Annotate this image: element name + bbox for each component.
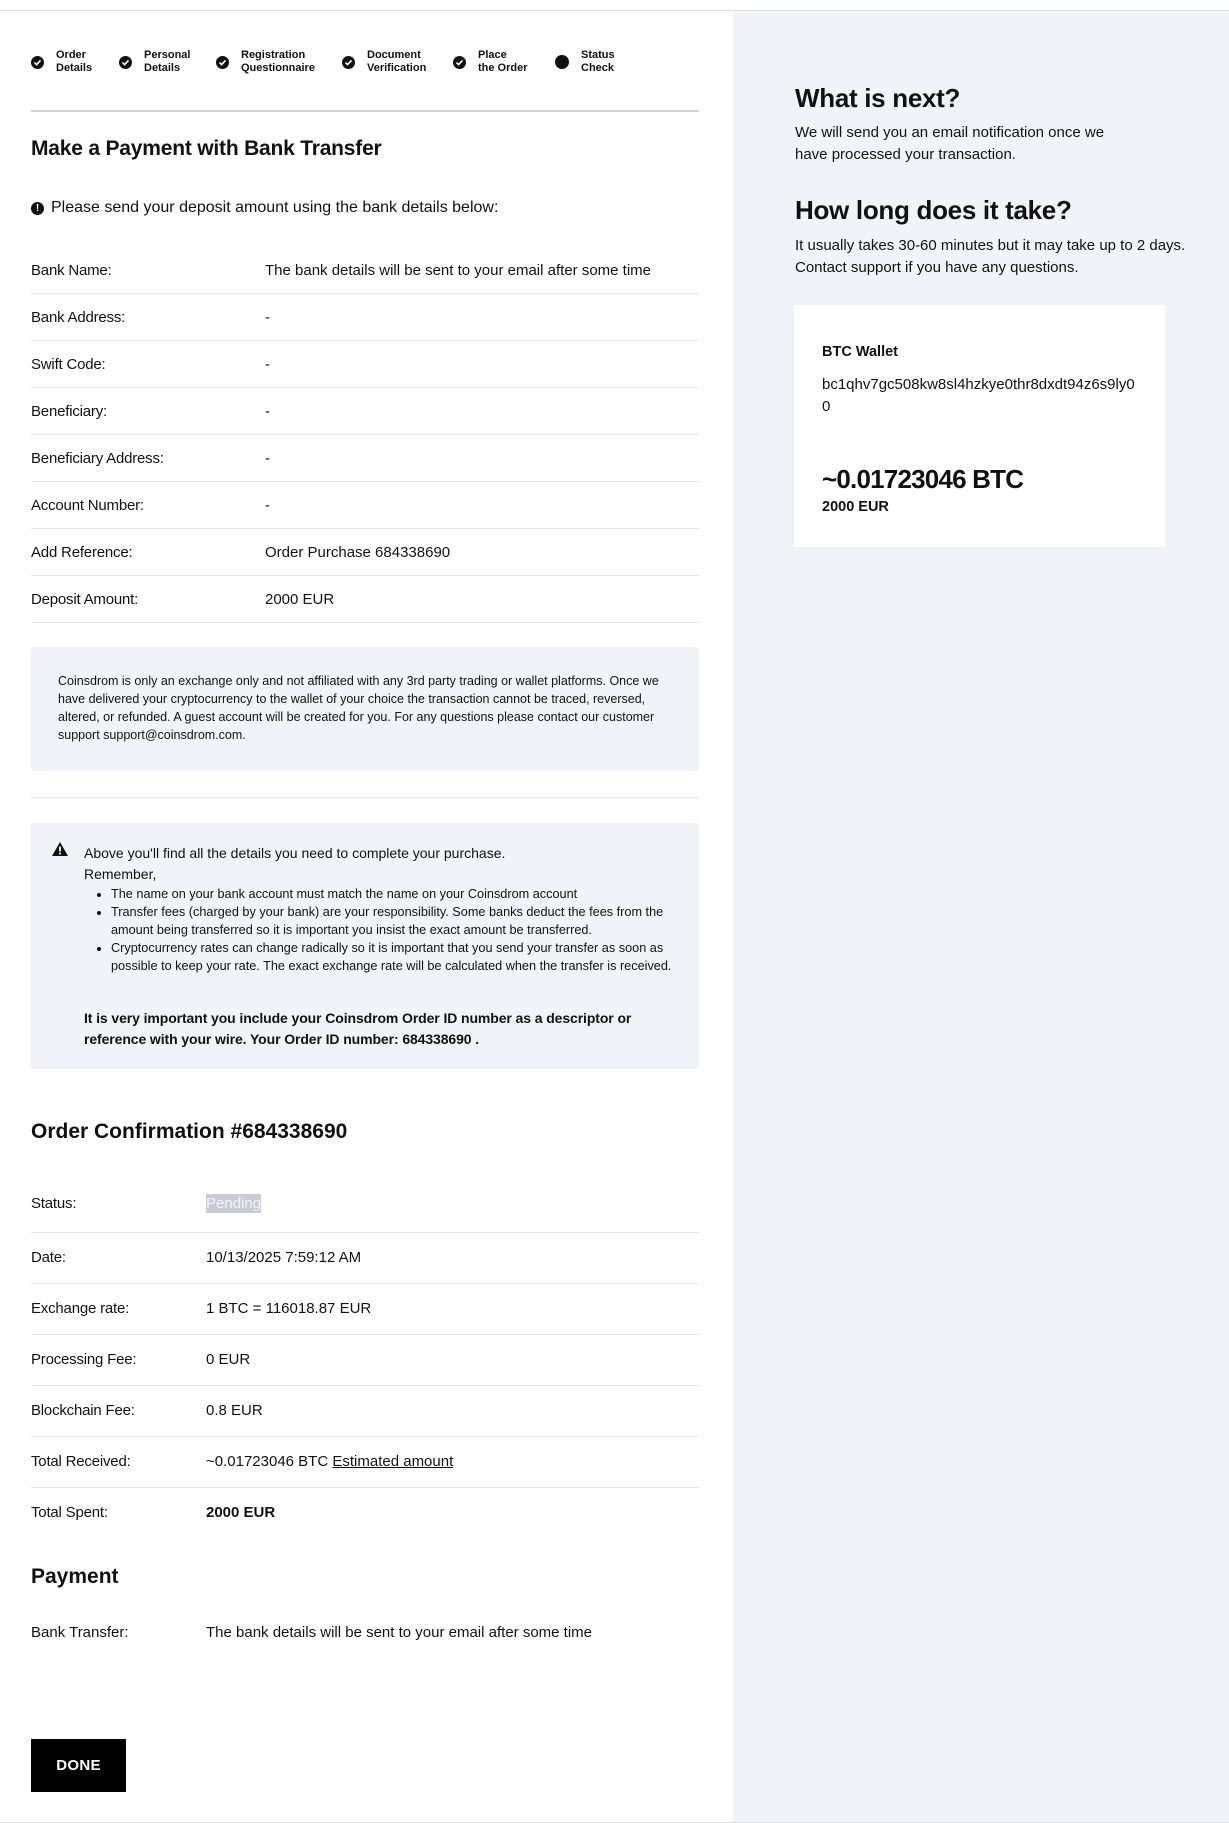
step-label: Document Verification — [367, 49, 427, 74]
list-item: • Cryptocurrency rates can change radically so it is important that you send your transfer as soon as possible to keep your rate. The exact exchange rate will be calculated when the transfer is received. — [111, 939, 681, 975]
step-label: Place the Order — [478, 49, 528, 74]
order-confirmation-title: Order Confirmation #684338690 — [31, 1120, 348, 1143]
step-label: Personal Details — [144, 49, 191, 74]
check-icon — [119, 56, 132, 69]
bank-detail-row — [31, 388, 699, 435]
what-next-text: We will send you an email notification once we have processed your transaction. — [795, 124, 1105, 163]
disclaimer-box — [31, 647, 699, 771]
done-button[interactable]: DONE — [31, 1739, 126, 1792]
detail-value: - — [265, 497, 270, 514]
detail-label: Blockchain Fee: — [31, 1402, 135, 1419]
detail-value: - — [265, 403, 270, 420]
payment-heading: Payment — [31, 1565, 119, 1588]
how-long-title: How long does it take? — [795, 195, 1072, 225]
section-divider — [31, 797, 699, 798]
detail-label: Total Spent: — [31, 1504, 108, 1521]
detail-value: 10/13/2025 7:59:12 AM — [206, 1249, 362, 1266]
order-row-total-spent — [31, 1488, 699, 1538]
detail-label: Bank Transfer: — [31, 1624, 129, 1641]
step-document-verification[interactable] — [342, 49, 426, 75]
detail-label: Account Number: — [31, 497, 144, 514]
check-icon — [453, 56, 466, 69]
detail-label: Exchange rate: — [31, 1300, 130, 1317]
step-status-check[interactable] — [555, 49, 615, 75]
info-icon: ! — [31, 202, 44, 215]
payment-row — [31, 1624, 593, 1641]
warning-intro: Above you'll find all the details you need to complete your purchase. — [84, 845, 506, 861]
warning-box — [31, 823, 699, 1069]
wallet-label: BTC Wallet — [822, 344, 898, 360]
detail-value: - — [265, 450, 270, 467]
detail-label: Deposit Amount: — [31, 591, 139, 608]
estimated-amount-link[interactable]: Estimated amount — [332, 1453, 454, 1470]
detail-value: - — [265, 356, 270, 373]
bank-notice-text: Please send your deposit amount using the bank details below: — [51, 199, 499, 216]
eur-amount: 2000 EUR — [822, 499, 889, 515]
detail-label: Total Received: — [31, 1453, 131, 1470]
order-details-table — [31, 1160, 699, 1538]
bank-detail-row — [31, 341, 699, 388]
detail-label: Processing Fee: — [31, 1351, 137, 1368]
payment-title: Make a Payment with Bank Transfer — [31, 137, 382, 160]
order-row-exchange-rate — [31, 1284, 699, 1335]
order-id-importance: It is very important you include your Coinsdrom Order ID number as a descriptor or reference with your wire. Your Order ID number: 684338690 . — [84, 1010, 632, 1047]
warning-remember: Remember, — [84, 866, 157, 882]
detail-value: 1 BTC = 116018.87 EUR — [206, 1300, 372, 1317]
what-next-title: What is next? — [795, 83, 961, 113]
list-item: • The name on your bank account must match the name on your Coinsdrom account — [111, 885, 681, 903]
progress-stepper — [31, 49, 701, 81]
detail-label: Beneficiary Address: — [31, 450, 164, 467]
step-label: Status Check — [581, 49, 615, 74]
wallet-address: bc1qhv7gc508kw8sl4hzkye0thr8dxdt94z6s9ly00 — [822, 376, 1135, 415]
check-icon — [31, 56, 44, 69]
wallet-card — [794, 305, 1165, 547]
bank-detail-row — [31, 294, 699, 341]
order-row-blockchain-fee — [31, 1386, 699, 1437]
detail-label: Bank Name: — [31, 262, 112, 279]
detail-value: The bank details will be sent to your email after some time — [206, 1624, 593, 1641]
summary-panel — [733, 11, 1229, 1822]
detail-value: 2000 EUR — [265, 591, 335, 608]
step-personal-details[interactable] — [119, 49, 190, 75]
order-row-date — [31, 1233, 699, 1284]
step-order-details[interactable] — [31, 49, 92, 75]
detail-label: Bank Address: — [31, 309, 126, 326]
check-icon — [342, 56, 355, 69]
bank-notice — [31, 199, 498, 217]
detail-label: Beneficiary: — [31, 403, 107, 420]
stepper-divider — [31, 110, 699, 112]
detail-value: Order Purchase 684338690 — [265, 544, 451, 561]
detail-value: ~0.01723046 BTC Estimated amount — [206, 1453, 454, 1470]
warning-list — [84, 885, 681, 975]
btc-amount: ~0.01723046 BTC — [822, 464, 1024, 494]
detail-value: 0 EUR — [206, 1351, 251, 1368]
detail-value: - — [265, 309, 270, 326]
order-row-total-received — [31, 1437, 699, 1488]
step-label: Registration Questionnaire — [241, 49, 315, 74]
status-badge: Pending — [206, 1195, 262, 1212]
detail-label: Date: — [31, 1249, 66, 1266]
order-row-processing-fee — [31, 1335, 699, 1386]
detail-value: The bank details will be sent to your email after some time — [265, 262, 652, 279]
warning-icon — [51, 841, 69, 857]
bank-detail-row — [31, 482, 699, 529]
bank-details-table — [31, 247, 699, 623]
list-item: • Transfer fees (charged by your bank) are your responsibility. Some banks deduct the fees from the amount being transferred so it is important you insist the exact amount be transferred. — [111, 903, 681, 939]
disclaimer-text: Coinsdrom is only an exchange only and not affiliated with any 3rd party trading or wallet platforms. Once we have delivered your cryptocurrency to the wallet of your choice the transaction cannot be traced, reversed, altered, or refunded. A guest account will be created for you. For any questions please contact our customer support support@coinsdrom.com. — [58, 674, 659, 742]
bank-detail-row — [31, 576, 699, 623]
bank-detail-row — [31, 529, 699, 576]
bank-detail-row — [31, 247, 699, 294]
detail-label: Swift Code: — [31, 356, 106, 373]
detail-value: 2000 EUR — [206, 1504, 276, 1521]
current-step-dot-icon — [555, 55, 569, 69]
detail-value: 0.8 EUR — [206, 1402, 263, 1419]
step-label: Order Details — [56, 49, 93, 74]
step-registration-questionnaire[interactable] — [216, 49, 315, 75]
check-icon — [216, 56, 229, 69]
bank-detail-row — [31, 435, 699, 482]
how-long-text: It usually takes 30-60 minutes but it may take up to 2 days. Contact support if you have any questions. — [795, 237, 1186, 276]
step-place-the-order[interactable] — [453, 49, 528, 75]
detail-label: Status: — [31, 1195, 77, 1212]
detail-label: Add Reference: — [31, 544, 133, 561]
order-row-status — [31, 1160, 699, 1233]
